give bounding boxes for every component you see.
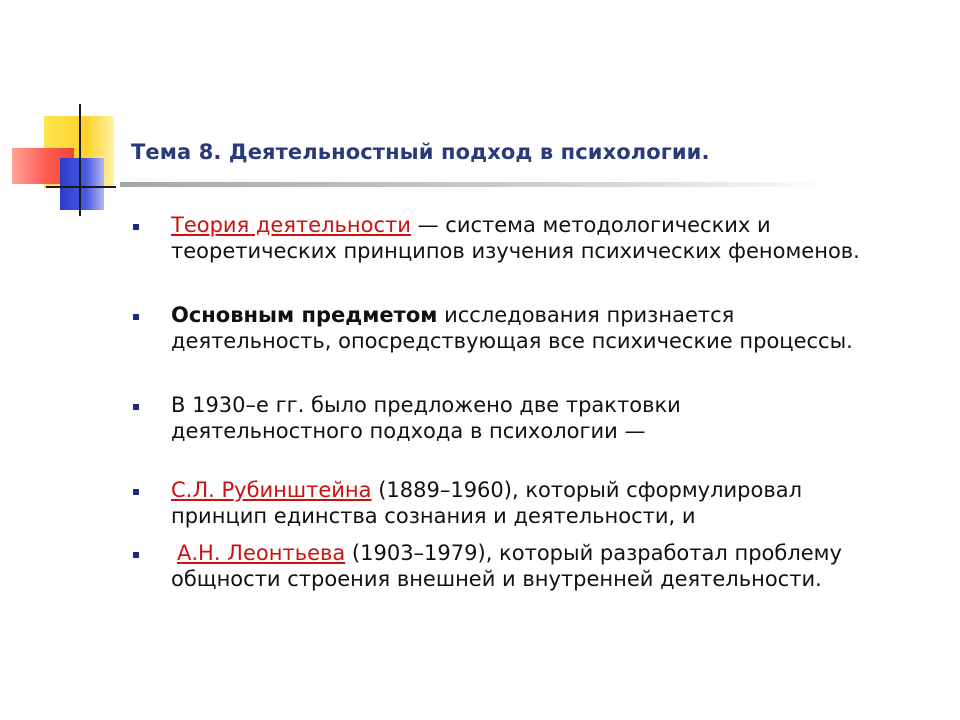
bullet-list	[133, 212, 953, 592]
slide-title: Тема 8. Деятельностный подход в психологии.	[131, 140, 710, 164]
bullet-1-line2: теоретических принципов изучения психических феноменов.	[171, 239, 860, 263]
bullet-3-line2: деятельностного подхода в психологии —	[171, 419, 646, 443]
horizontal-line	[46, 186, 116, 188]
bullet-marker	[133, 314, 139, 320]
link-rubinstein[interactable]: С.Л. Рубинштейна	[171, 478, 372, 502]
blue-square	[60, 158, 104, 210]
bullet-marker	[133, 489, 139, 495]
bullet-marker	[133, 552, 139, 558]
bullet-item-3	[133, 392, 953, 444]
bullet-marker	[133, 224, 139, 230]
bullet-item-4	[133, 477, 953, 529]
bullet-4-text: (1889–1960), который сформулировал	[371, 478, 803, 502]
bullet-item-2	[133, 302, 953, 354]
bullet-item-5	[133, 540, 953, 592]
bold-main-subject: Основным предметом	[171, 303, 438, 327]
bullet-1-text: — система методологических и	[410, 213, 771, 237]
bullet-2-text: исследования признается	[437, 303, 735, 327]
bullet-5-line2: общности строения внешней и внутренней деятельности.	[171, 567, 822, 591]
vertical-line	[79, 104, 81, 216]
bullet-item-1	[133, 212, 953, 264]
link-theory-of-activity[interactable]: Теория деятельности	[171, 213, 411, 237]
bullet-marker	[133, 404, 139, 410]
link-leontiev[interactable]: А.Н. Леонтьева	[177, 541, 346, 565]
bullet-2-line2: деятельность, опосредствующая все психические процессы.	[171, 329, 853, 353]
bullet-4-line2: принцип единства сознания и деятельности, и	[171, 504, 696, 528]
bullet-3-line1: В 1930–е гг. было предложено две трактовки	[171, 393, 681, 417]
title-underline	[120, 182, 828, 187]
bullet-5-text: (1903–1979), который разработал проблему	[345, 541, 842, 565]
